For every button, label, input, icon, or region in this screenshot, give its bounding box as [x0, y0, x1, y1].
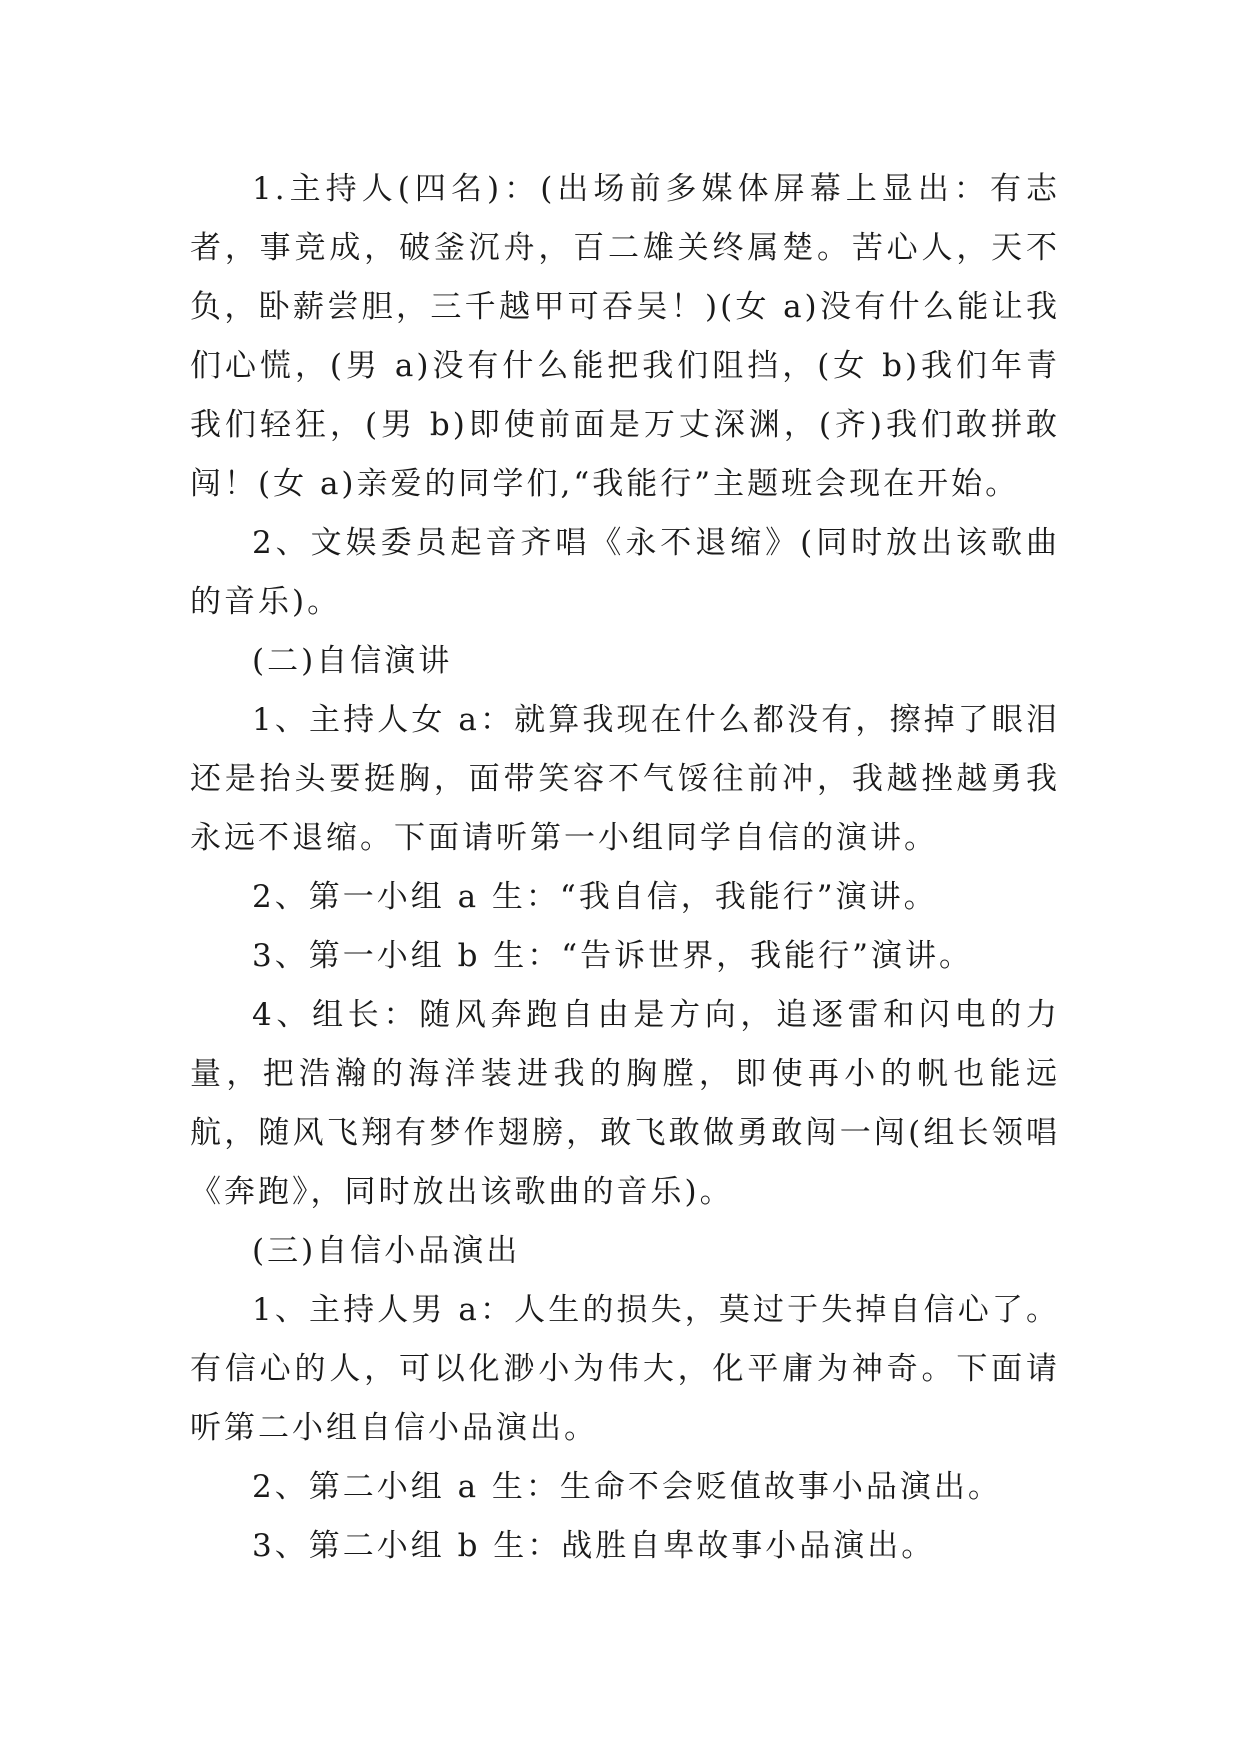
paragraph-song-never-retreat: 2、文娱委员起音齐唱《永不退缩》(同时放出该歌曲的音乐)。: [190, 525, 1060, 620]
section-heading-confidence-speech: (二)自信演讲: [252, 643, 453, 679]
paragraph-group1-student-b: 3、第一小组 b 生：“告诉世界，我能行”演讲。: [252, 938, 973, 974]
document-page: [190, 160, 1060, 1576]
paragraph-group-leader: 4、组长：随风奔跑自由是方向，追逐雷和闪电的力量，把浩瀚的海洋装进我的胸膛，即使再小的帆也能远航，随风飞翔有梦作翅膀，敢飞敢做勇敢闯一闯(组长领唱《奔跑》，同时放出该歌曲的音乐)。: [190, 997, 1060, 1210]
paragraph-group2-student-a: 2、第二小组 a 生：生命不会贬值故事小品演出。: [252, 1469, 1002, 1505]
paragraph-group2-student-b: 3、第二小组 b 生：战胜自卑故事小品演出。: [252, 1528, 936, 1564]
paragraph-host-female-a: 1、主持人女 a：就算我现在什么都没有，擦掉了眼泪还是抬头要挺胸，面带笑容不气馁往前冲，我越挫越勇我永远不退缩。下面请听第一小组同学自信的演讲。: [190, 702, 1060, 856]
paragraph-group1-student-a: 2、第一小组 a 生：“我自信，我能行”演讲。: [252, 879, 938, 915]
section-heading-skit-performance: (三)自信小品演出: [252, 1233, 521, 1269]
paragraph-host-opening: 1.主持人(四名)：(出场前多媒体屏幕上显出：有志者，事竞成，破釜沉舟，百二雄关终属楚。苦心人，天不负，卧薪尝胆，三千越甲可吞吴！)(女 a)没有什么能让我们心慌，(男 a)没有什么能把我们阻挡，(女 b)我们年青我们轻狂，(男 b)即使前面是万丈深渊，(齐)我们敢拼敢闯！(女 a)亲爱的同学们,“我能行”主题班会现在开始。: [190, 171, 1060, 502]
paragraph-host-male-a: 1、主持人男 a：人生的损失，莫过于失掉自信心了。有信心的人，可以化渺小为伟大，化平庸为神奇。下面请听第二小组自信小品演出。: [190, 1292, 1060, 1446]
